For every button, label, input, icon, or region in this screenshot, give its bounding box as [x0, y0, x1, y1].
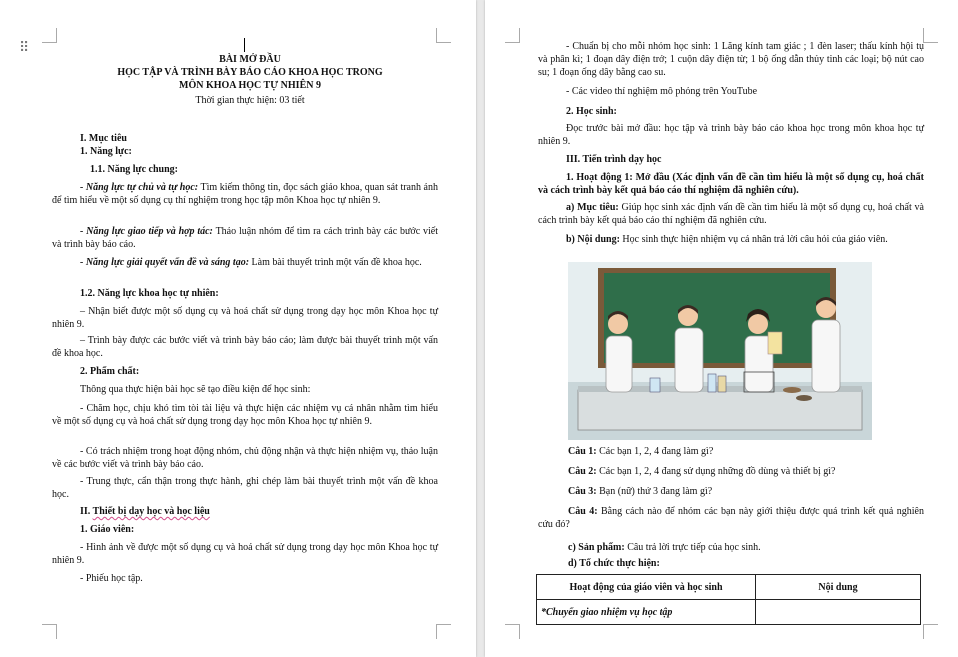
paragraph-content: [538, 233, 924, 246]
heading-qualities: 2. Phẩm chất:: [80, 366, 140, 377]
paragraph-teacher-3: - Chuẩn bị cho mỗi nhóm học sinh: 1 Lăng kính tam giác ; 1 đèn laser; thấu kính hội tụ và phân kì; 1 đoạn dây điện trở; 1 cuộn dây điện từ; 1 bộ ống dẫn thủy tinh các loại; bộ nút cao su; 1 đoạn ống dây bằng cao su.: [538, 41, 924, 78]
question-text: Bạn (nữ) thứ 3 đang làm gì?: [596, 486, 713, 497]
heading-competence: 1. Năng lực:: [80, 146, 132, 157]
heading-organization: d) Tổ chức thực hiện:: [568, 558, 660, 569]
paragraph-science-1: – Nhận biết được một số dụng cụ và hoá chất sử dụng trong dạy học môn Khoa học tự nhiên 9.: [52, 306, 438, 330]
question-label: Câu 3:: [568, 486, 597, 497]
paragraph-objective: [538, 201, 924, 227]
paragraph-text: Tìm kiếm thông tin, đọc sách giáo khoa, quan sát tranh ảnh để tìm hiểu về một số dụng cụ thí nghiệm trong học tập môn Khoa học tự nhiên 9.: [52, 182, 438, 206]
question-text: Bằng cách nào để nhóm các bạn này giới thiệu được quá trình kết quả nghiên cứu đó?: [538, 506, 924, 530]
table-row: [537, 600, 921, 625]
term-label: - Năng lực giải quyết vấn đề và sáng tạo:: [80, 257, 250, 268]
paragraph-students: Đọc trước bài mở đầu: học tập và trình bày báo cáo khoa học trong môn khoa học tự nhiên 9.: [538, 123, 924, 147]
crop-mark: [436, 28, 451, 43]
paragraph-text: Làm bài thuyết trình một vấn đề khoa học.: [249, 257, 422, 268]
doc-title-line2: HỌC TẬP VÀ TRÌNH BÀY BÁO CÁO KHOA HỌC TRONG: [117, 67, 383, 78]
crop-mark: [923, 28, 938, 43]
question-text: Các bạn 1, 2, 4 đang làm gì?: [596, 446, 714, 457]
heading-science-competence: 1.2. Năng lực khoa học tự nhiên:: [80, 288, 219, 299]
paragraph-quality-1: - Chăm học, chịu khó tìm tòi tài liệu và thực hiện các nhiệm vụ cá nhân nhằm tìm hiểu về một số dụng cụ và hoá chất sử dụng trong dạy học môn Khoa học tự nhiên 9.: [52, 403, 438, 427]
heading-text: Thiết bị dạy học và học liệu: [92, 506, 210, 517]
table-header-content: Nội dung: [756, 575, 921, 600]
heading-process: III. Tiến trình dạy học: [566, 154, 662, 165]
doc-title: BÀI MỞ ĐẦU: [219, 54, 281, 65]
heading-number: II.: [80, 506, 93, 517]
question-1: [568, 445, 713, 458]
heading-equipment: [80, 505, 210, 518]
crop-mark: [42, 624, 57, 639]
heading-activity-1: 1. Hoạt động 1: Mở đầu (Xác định vấn đề cần tìm hiểu là một số dụng cụ, hoá chất và cách trình bày kết quả báo cáo thí nghiệm đã nghiên cứu).: [538, 172, 924, 196]
paragraph-quality-2: - Có trách nhiệm trong hoạt động nhóm, chủ động nhận và thực hiện nhiệm vụ, thảo luận về các bước viết và trình bày báo cáo.: [52, 446, 438, 470]
heading-teacher: 1. Giáo viên:: [80, 524, 135, 535]
crop-mark: [505, 624, 520, 639]
paragraph-teacher-4: - Các video thí nghiệm mô phỏng trên YouTube: [566, 86, 758, 97]
question-4: [538, 505, 924, 531]
heading-objectives: I. Mục tiêu: [80, 133, 127, 144]
term-label: a) Mục tiêu:: [566, 202, 619, 213]
paragraph-text: Học sinh thực hiện nhiệm vụ cá nhân trả lời câu hỏi của giáo viên.: [619, 234, 888, 245]
crop-mark: [923, 624, 938, 639]
table-cell[interactable]: [756, 600, 921, 625]
paragraph-teacher-2: - Phiếu học tập.: [80, 573, 143, 584]
term-label: b) Nội dung:: [566, 234, 620, 245]
question-label: Câu 4:: [568, 506, 598, 517]
question-2: [568, 465, 836, 478]
paragraph-science-2: – Trình bày được các bước viết và trình bày báo cáo; làm được bài thuyết trình một vấn đề khoa học.: [52, 335, 438, 359]
qualities-intro: Thông qua thực hiện bài học sẽ tạo điều kiện để học sinh:: [80, 384, 311, 395]
question-text: Các bạn 1, 2, 4 đang sử dụng những đồ dùng và thiết bị gì?: [596, 466, 836, 477]
term-label: c) Sản phẩm:: [568, 542, 625, 553]
text-cursor: [244, 38, 245, 52]
paragraph-text: Câu trả lời trực tiếp của học sinh.: [624, 542, 761, 553]
paragraph-text: Giúp học sinh xác định vấn đề cần tìm hiểu là một số dụng cụ, hoá chất và cách trình bày kết quả báo cáo thí nghiệm đã nghiên cứu.: [538, 202, 924, 226]
crop-mark: [505, 28, 520, 43]
paragraph-competence-1: [52, 181, 438, 207]
crop-mark: [42, 28, 57, 43]
crop-mark: [436, 624, 451, 639]
table-header-activity: Hoạt động của giáo viên và học sinh: [537, 575, 756, 600]
term-label: - Năng lực tự chủ và tự học:: [80, 182, 199, 193]
question-label: Câu 1:: [568, 446, 597, 457]
lab-scene-illustration: [568, 262, 872, 440]
question-label: Câu 2:: [568, 466, 597, 477]
paragraph-competence-2: [52, 225, 438, 251]
paragraph-text: Thảo luận nhóm để tìm ra cách trình bày các bước viết và trình bày báo cáo.: [52, 226, 438, 250]
heading-students: 2. Học sinh:: [566, 106, 617, 117]
paragraph-quality-3: - Trung thực, cẩn thận trong thực hành, ghi chép làm bài thuyết trình một vấn đề khoa học.: [52, 476, 438, 500]
term-label: - Năng lực giao tiếp và hợp tác:: [80, 226, 213, 237]
question-3: [568, 485, 712, 498]
drag-handle-icon[interactable]: ⠿: [19, 40, 29, 56]
paragraph-product: [568, 541, 761, 554]
duration-text: Thời gian thực hiện: 03 tiết: [195, 95, 305, 106]
paragraph-teacher-1: - Hình ảnh về được một số dụng cụ và hoá chất sử dụng trong dạy học môn Khoa học tự nhiên 9.: [52, 542, 438, 566]
doc-title-line3: MÔN KHOA HỌC TỰ NHIÊN 9: [179, 80, 321, 91]
activity-table: [536, 574, 921, 625]
heading-general-competence: 1.1. Năng lực chung:: [90, 164, 178, 175]
table-cell[interactable]: *Chuyển giao nhiệm vụ học tập: [537, 600, 756, 625]
paragraph-competence-3: [52, 256, 438, 269]
